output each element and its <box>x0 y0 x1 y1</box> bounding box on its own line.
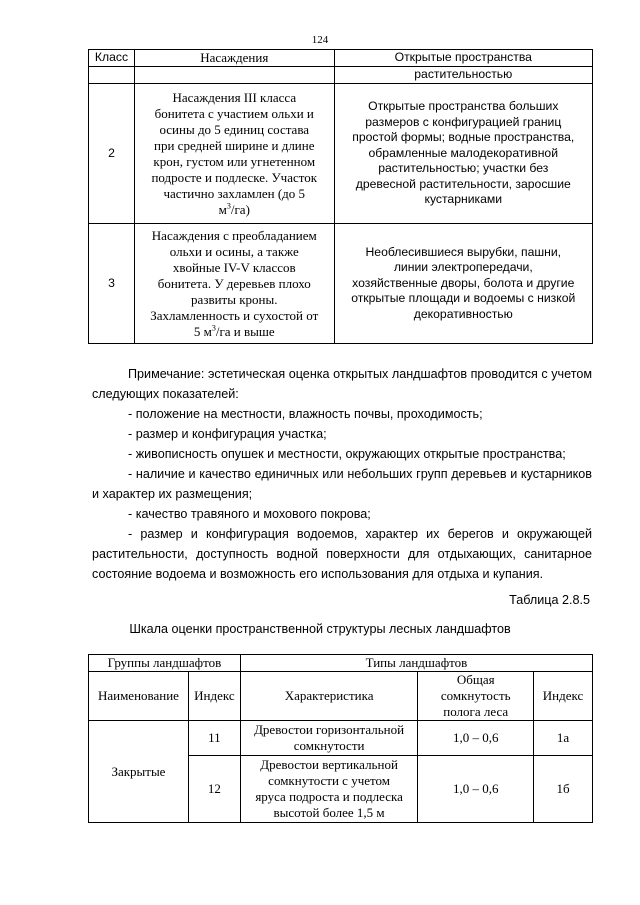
spatial-structure-table <box>88 654 593 823</box>
header-class: Класс <box>89 50 135 67</box>
type-index-cell: 1б <box>534 756 593 823</box>
class-cell: 2 <box>89 84 135 224</box>
group-header-landscape-groups: Группы ландшафтов <box>89 655 241 672</box>
header-open-spaces: Открытые пространства <box>334 50 592 67</box>
note-intro: Примечание: эстетическая оценка открытых ландшафтов проводится с учетом следующих показателей: <box>92 367 592 401</box>
characteristic-cell: Древостои горизонтальной сомкнутости <box>240 721 417 756</box>
header-type-index: Индекс <box>534 672 593 721</box>
group-header-row <box>89 655 593 672</box>
page-number: 124 <box>311 34 329 46</box>
characteristic-cell: Древостои вертикальной сомкнутости с учетом яруса подроста и подлеска высотой более 1,5 м <box>240 756 417 823</box>
note-section <box>92 364 592 584</box>
note-item: - наличие и качество единичных или небольших групп деревьев и кустарников и характер их размещения; <box>92 467 592 501</box>
group-header-landscape-types: Типы ландшафтов <box>240 655 592 672</box>
table-title: Шкала оценки пространственной структуры лесных ландшафтов <box>129 622 511 636</box>
table-label: Таблица 2.8.5 <box>509 593 590 607</box>
note-item: - качество травяного и мохового покрова; <box>128 507 371 521</box>
stands-cell <box>134 84 334 224</box>
note-item: - размер и конфигурация водоемов, характер их берегов и окружающей растительности, доступность водной поверхности для отдыхающих, санитарное состояние водоема и возможность его использования для отдыха и купания. <box>92 527 592 581</box>
table-header-row <box>89 672 593 721</box>
note-item: - положение на местности, влажность почвы, проходимость; <box>128 407 483 421</box>
class-cell: 3 <box>89 224 135 344</box>
stands-unit: 5 м <box>193 323 212 339</box>
header-stands: Насаждения <box>134 50 334 67</box>
header-name: Наименование <box>89 672 189 721</box>
table-row <box>89 721 593 756</box>
open-spaces-cell: Необлесившиеся вырубки, пашни, линии электропередачи, хозяйственные дворы, болота и другие открытые площади и водоемы с низкой декоративностью <box>334 224 592 344</box>
continuation-text: растительностью <box>334 67 592 84</box>
stands-unit-tail: /га и выше <box>215 323 275 339</box>
open-spaces-cell: Открытые пространства больших размеров с конфигурацией границ простой формы; водные пространства, обрамленные малодекоративной растительностью; участки без древесной растительности, заросшие кустарниками <box>334 84 592 224</box>
stands-text: Насаждения с преобладанием ольхи и осины, а также хвойные IV-V классов бонитета. У деревьев плохо развиты кроны. Захламленность и сухостой от <box>150 227 319 323</box>
stands-unit-sup: 3 <box>226 201 231 211</box>
type-index-cell: 1а <box>534 721 593 756</box>
landscape-class-table <box>88 49 593 344</box>
index-cell: 12 <box>188 756 240 823</box>
index-cell: 11 <box>188 721 240 756</box>
continuation-row <box>89 67 593 84</box>
header-index: Индекс <box>188 672 240 721</box>
note-item: - размер и конфигурация участка; <box>128 427 327 441</box>
note-item: - живописность опушек и местности, окружающих открытые пространства; <box>128 447 566 461</box>
group-name-cell: Закрытые <box>89 721 189 823</box>
stands-unit: м <box>218 201 227 217</box>
stands-text: Насаждения III класса бонитета с участием ольхи и осины до 5 единиц состава при средней ширине и длине крон, густом или угнетенном подросте и подлеске. Участок частично захламлен (до 5 <box>151 89 318 201</box>
table-header-row <box>89 50 593 67</box>
density-cell: 1,0 – 0,6 <box>418 721 534 756</box>
stands-unit-tail: /га) <box>230 201 250 217</box>
stands-cell <box>134 224 334 344</box>
header-canopy-density: Общая сомкнутость полога леса <box>418 672 534 721</box>
header-characteristic: Характеристика <box>240 672 417 721</box>
table-row <box>89 224 593 344</box>
stands-unit-sup: 3 <box>211 323 216 333</box>
density-cell: 1,0 – 0,6 <box>418 756 534 823</box>
table-row <box>89 84 593 224</box>
